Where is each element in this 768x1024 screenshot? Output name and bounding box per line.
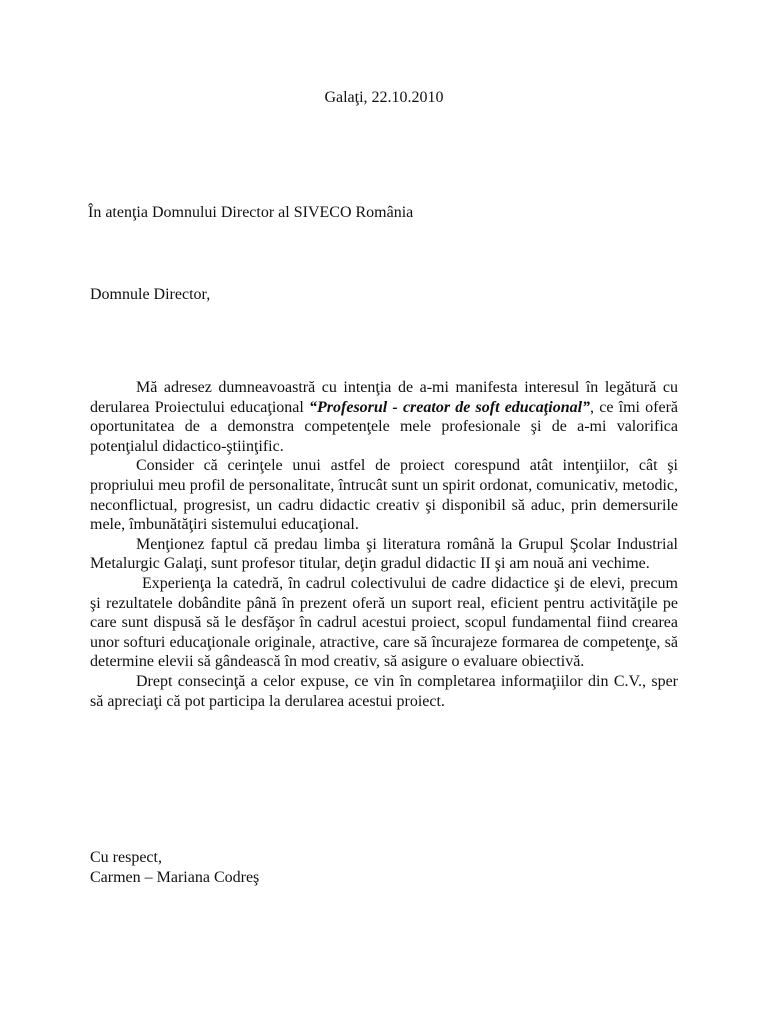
paragraph-1-rest: , ce îmi oferă oportunitatea de a demonstra competenţele mele profesionale şi de a-mi valorifica potenţialul didactico-ştiinţific. [90,398,678,455]
letter-body [90,378,678,711]
closing-block [90,848,259,888]
addressee-line: În atenţia Domnului Director al SIVECO România [88,204,414,221]
paragraph-1-intro: Mă adresez dumneavoastră cu intenţia de a-mi manifesta interesul în legătură cu derularea Proiectului educaţional [90,379,678,416]
closing-formula: Cu respect, [90,849,162,866]
salutation: Domnule Director, [90,286,211,303]
paragraph-2: Consider că cerinţele unui astfel de proiect corespund atât intenţiilor, cât şi propriului meu profil de personalitate, întrucât sunt un spirit ordonat, comunicativ, metodic, neconflictual, progresist, un cadru didactic creativ şi disponibil să aduc, prin demersurile mele, îmbunătăţiri sistemului educaţional. [90,457,678,534]
paragraph-3: Menţionez faptul că predau limba şi literatura română la Grupul Şcolar Industrial Metalurgic Galaţi, sunt profesor titular, deţin gradul didactic II şi am nouă ani vechime. [90,535,678,573]
paragraph-4: Experienţa la catedră, în cadrul colectivului de cadre didactice şi de elevi, precum şi rezultatele dobândite până în prezent oferă un suport real, eficient pentru activităţile pe care sunt dispusă să le desfăşor în cadrul acestui proiect, scopul fundamental fiind crearea unor softuri educaţionale originale, atractive, care să încurajeze formarea de competenţe, să determine elevii să gândească în mod creativ, să asigure o evaluare obiectivă. [90,574,678,671]
signature-name: Carmen – Mariana Codreş [90,869,260,886]
paragraph-1 [90,378,678,456]
paragraph-5: Drept consecinţă a celor expuse, ce vin în completarea informaţiilor din C.V., sper să apreciaţi că pot participa la derularea acestui proiect. [90,672,678,710]
project-title: “Profesorul - creator de soft educaţional” [309,398,591,416]
place-date: Galaţi, 22.10.2010 [324,89,444,106]
